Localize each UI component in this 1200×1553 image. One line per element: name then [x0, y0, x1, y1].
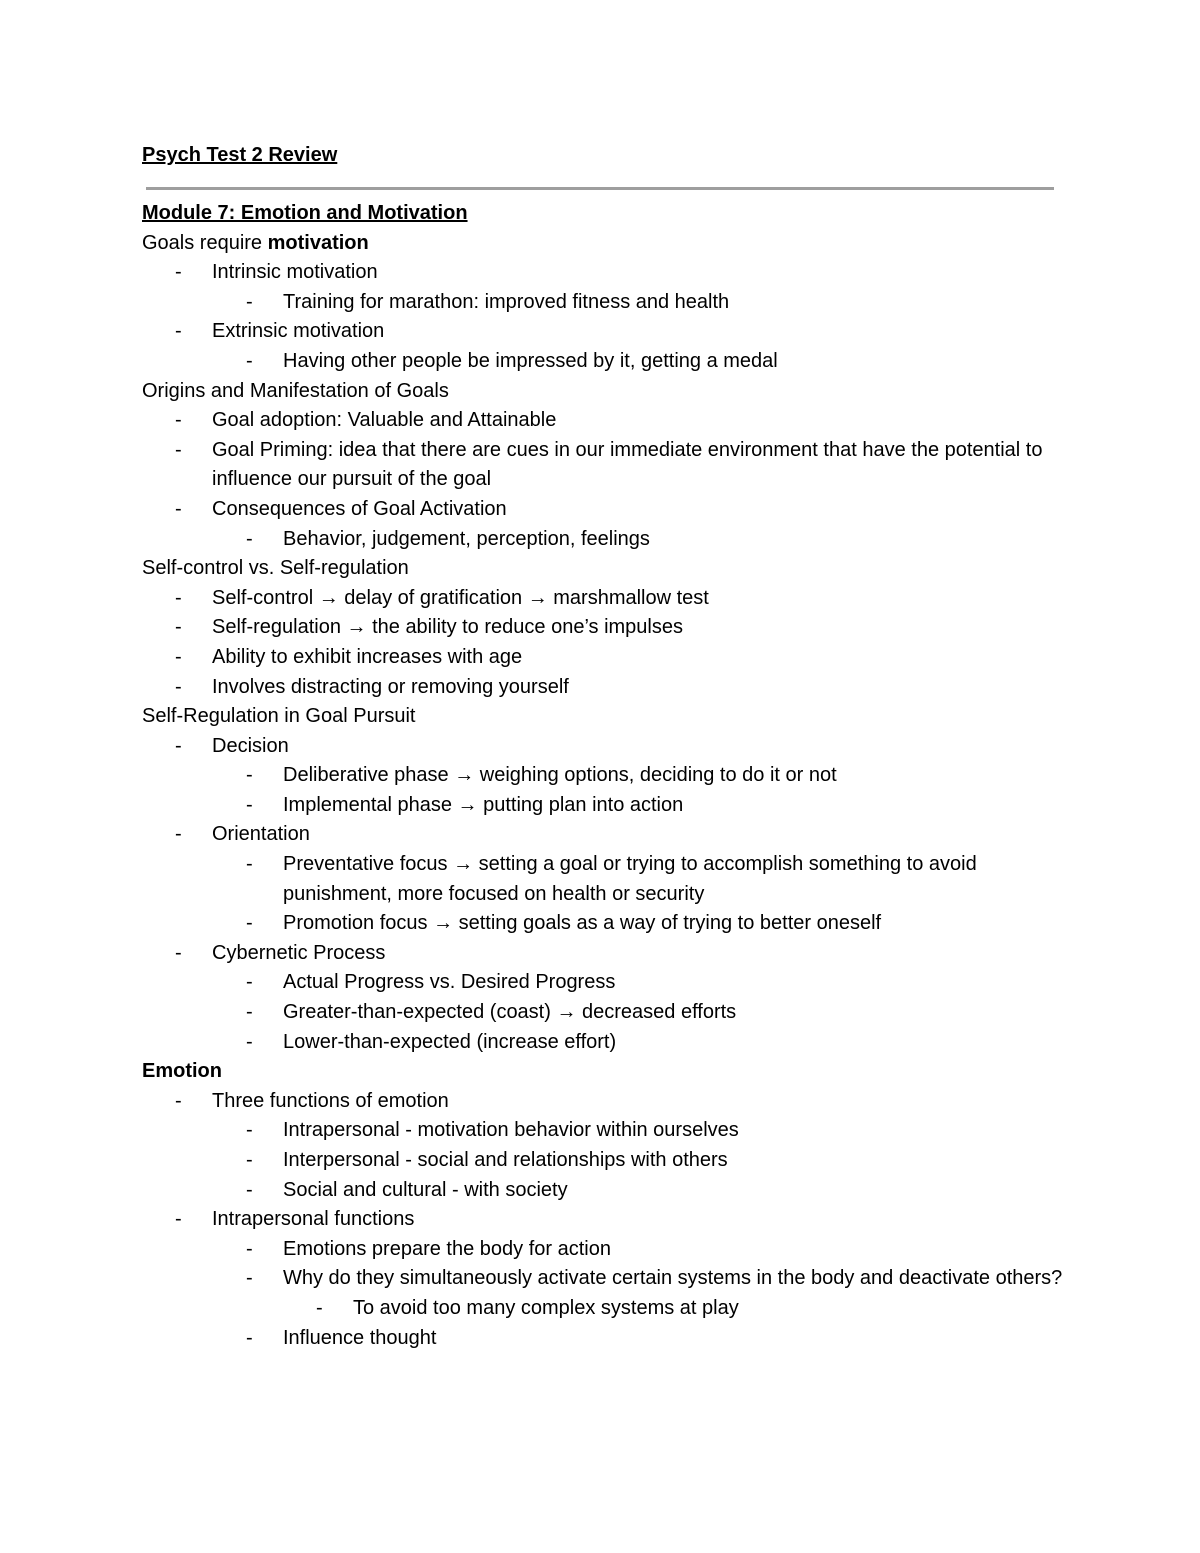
list-item	[142, 643, 1072, 673]
list-item-text: Intrinsic motivation	[212, 261, 378, 284]
bullet-dash: -	[175, 497, 182, 520]
bullet-dash: -	[246, 527, 253, 550]
bullet-dash: -	[246, 1001, 253, 1024]
bullet-dash: -	[175, 1208, 182, 1231]
module-heading: Module 7: Emotion and Motivation	[142, 202, 468, 224]
list-item	[142, 939, 1072, 969]
list-item	[142, 288, 1072, 318]
list-item	[142, 1028, 1072, 1058]
list-item-text: Training for marathon: improved fitness and health	[283, 290, 730, 313]
list-item	[142, 525, 1072, 555]
list-item-text: Actual Progress vs. Desired Progress	[283, 971, 616, 994]
bullet-dash: -	[246, 853, 253, 876]
bullet-dash: -	[246, 764, 253, 787]
list-item	[142, 1294, 1072, 1324]
origins-heading: Origins and Manifestation of Goals	[142, 379, 449, 402]
list-item	[142, 761, 1072, 791]
list-item	[142, 495, 1072, 525]
list-item	[142, 1087, 1072, 1117]
document-body	[142, 199, 1072, 1353]
bullet-dash: -	[175, 941, 182, 964]
list-item-text: To avoid too many complex systems at play	[353, 1296, 739, 1319]
bullet-dash: -	[175, 675, 182, 698]
list-item	[142, 732, 1072, 762]
bullet-dash: -	[175, 320, 182, 343]
list-item	[142, 584, 1072, 614]
bullet-dash: -	[175, 734, 182, 757]
list-item-text: Intrapersonal - motivation behavior within ourselves	[283, 1119, 739, 1142]
list-item-text: Extrinsic motivation	[212, 320, 385, 343]
list-item-text: Three functions of emotion	[212, 1089, 449, 1112]
bullet-dash: -	[246, 1149, 253, 1171]
list-item	[142, 347, 1072, 377]
list-item-text: Having other people be impressed by it, getting a medal	[283, 349, 778, 372]
goals-line	[142, 229, 1072, 259]
bullet-dash: -	[246, 793, 253, 816]
list-item	[142, 791, 1072, 821]
list-item	[142, 1235, 1072, 1265]
bullet-dash: -	[246, 290, 253, 313]
list-item-text: Orientation	[212, 823, 310, 846]
list-item-text: Goal Priming: idea that there are cues in our immediate environment that have the potential to influence our pursuit of the goal	[212, 438, 1043, 491]
selfcontrol-heading: Self-control vs. Self-regulation	[142, 557, 409, 580]
list-item-text: Lower-than-expected (increase effort)	[283, 1030, 617, 1053]
bullet-dash: -	[246, 971, 253, 994]
list-item-text: Decision	[212, 734, 289, 757]
list-item-text: Behavior, judgement, perception, feelings	[283, 527, 650, 550]
list-item	[142, 613, 1072, 643]
list-item	[142, 406, 1072, 436]
list-item-text: Emotions prepare the body for action	[283, 1237, 611, 1260]
bullet-dash: -	[175, 645, 182, 668]
bullet-dash: -	[246, 1030, 253, 1053]
goals-prefix: Goals require	[142, 231, 268, 254]
bullet-dash: -	[246, 1326, 253, 1349]
goals-bold-term: motivation	[267, 231, 369, 254]
list-item-text: Consequences of Goal Activation	[212, 497, 507, 520]
list-item-text: Deliberative phase → weighing options, deciding to do it or not	[283, 764, 837, 787]
emotion-heading: Emotion	[142, 1060, 222, 1083]
list-item	[142, 436, 1072, 495]
bullet-dash: -	[246, 1119, 253, 1142]
bullet-dash: -	[246, 1237, 253, 1260]
bullet-dash: -	[246, 1267, 253, 1290]
list-item	[142, 998, 1072, 1028]
list-item-text: Implemental phase → putting plan into action	[283, 793, 684, 816]
list-item	[142, 258, 1072, 288]
bullet-dash: -	[175, 1089, 182, 1112]
list-item-text: Self-regulation → the ability to reduce one’s impulses	[212, 616, 683, 639]
list-item	[142, 850, 1072, 909]
list-item-text: Self-control → delay of gratification → marshmallow test	[212, 586, 709, 609]
list-item-text: Social and cultural - with society	[283, 1178, 568, 1201]
list-item-text: Why do they simultaneously activate certain systems in the body and deactivate others?	[283, 1267, 1063, 1290]
list-item	[142, 1205, 1072, 1235]
bullet-dash: -	[175, 438, 182, 461]
list-item	[142, 673, 1072, 703]
list-item	[142, 1324, 1072, 1354]
bullet-dash: -	[175, 823, 182, 846]
list-item-text: Interpersonal - social and relationships with others	[283, 1149, 728, 1171]
list-item	[142, 1146, 1072, 1176]
list-item	[142, 820, 1072, 850]
bullet-dash: -	[175, 261, 182, 284]
list-item	[142, 1116, 1072, 1146]
bullet-dash: -	[246, 1178, 253, 1201]
list-item-text: Cybernetic Process	[212, 941, 386, 964]
list-item-text: Involves distracting or removing yourself	[212, 675, 569, 698]
bullet-dash: -	[246, 912, 253, 935]
list-item-text: Intrapersonal functions	[212, 1208, 415, 1231]
list-item	[142, 968, 1072, 998]
bullet-dash: -	[246, 349, 253, 372]
list-item-text: Ability to exhibit increases with age	[212, 645, 523, 668]
pursuit-heading: Self-Regulation in Goal Pursuit	[142, 705, 416, 728]
list-item	[142, 317, 1072, 347]
list-item-text: Promotion focus → setting goals as a way of trying to better oneself	[283, 912, 882, 935]
list-item	[142, 909, 1072, 939]
horizontal-rule	[146, 187, 1054, 190]
list-item	[142, 1176, 1072, 1206]
list-item-text: Preventative focus → setting a goal or trying to accomplish something to avoid punishment, more focused on health or security	[283, 853, 977, 905]
document-title: Psych Test 2 Review	[142, 144, 338, 166]
list-item-text: Influence thought	[283, 1326, 437, 1349]
bullet-dash: -	[175, 586, 182, 609]
bullet-dash: -	[175, 616, 182, 639]
list-item	[142, 1264, 1072, 1294]
bullet-dash: -	[175, 409, 182, 432]
list-item-text: Greater-than-expected (coast) → decreased efforts	[283, 1001, 737, 1024]
bullet-dash: -	[316, 1296, 323, 1319]
list-item-text: Goal adoption: Valuable and Attainable	[212, 409, 557, 432]
